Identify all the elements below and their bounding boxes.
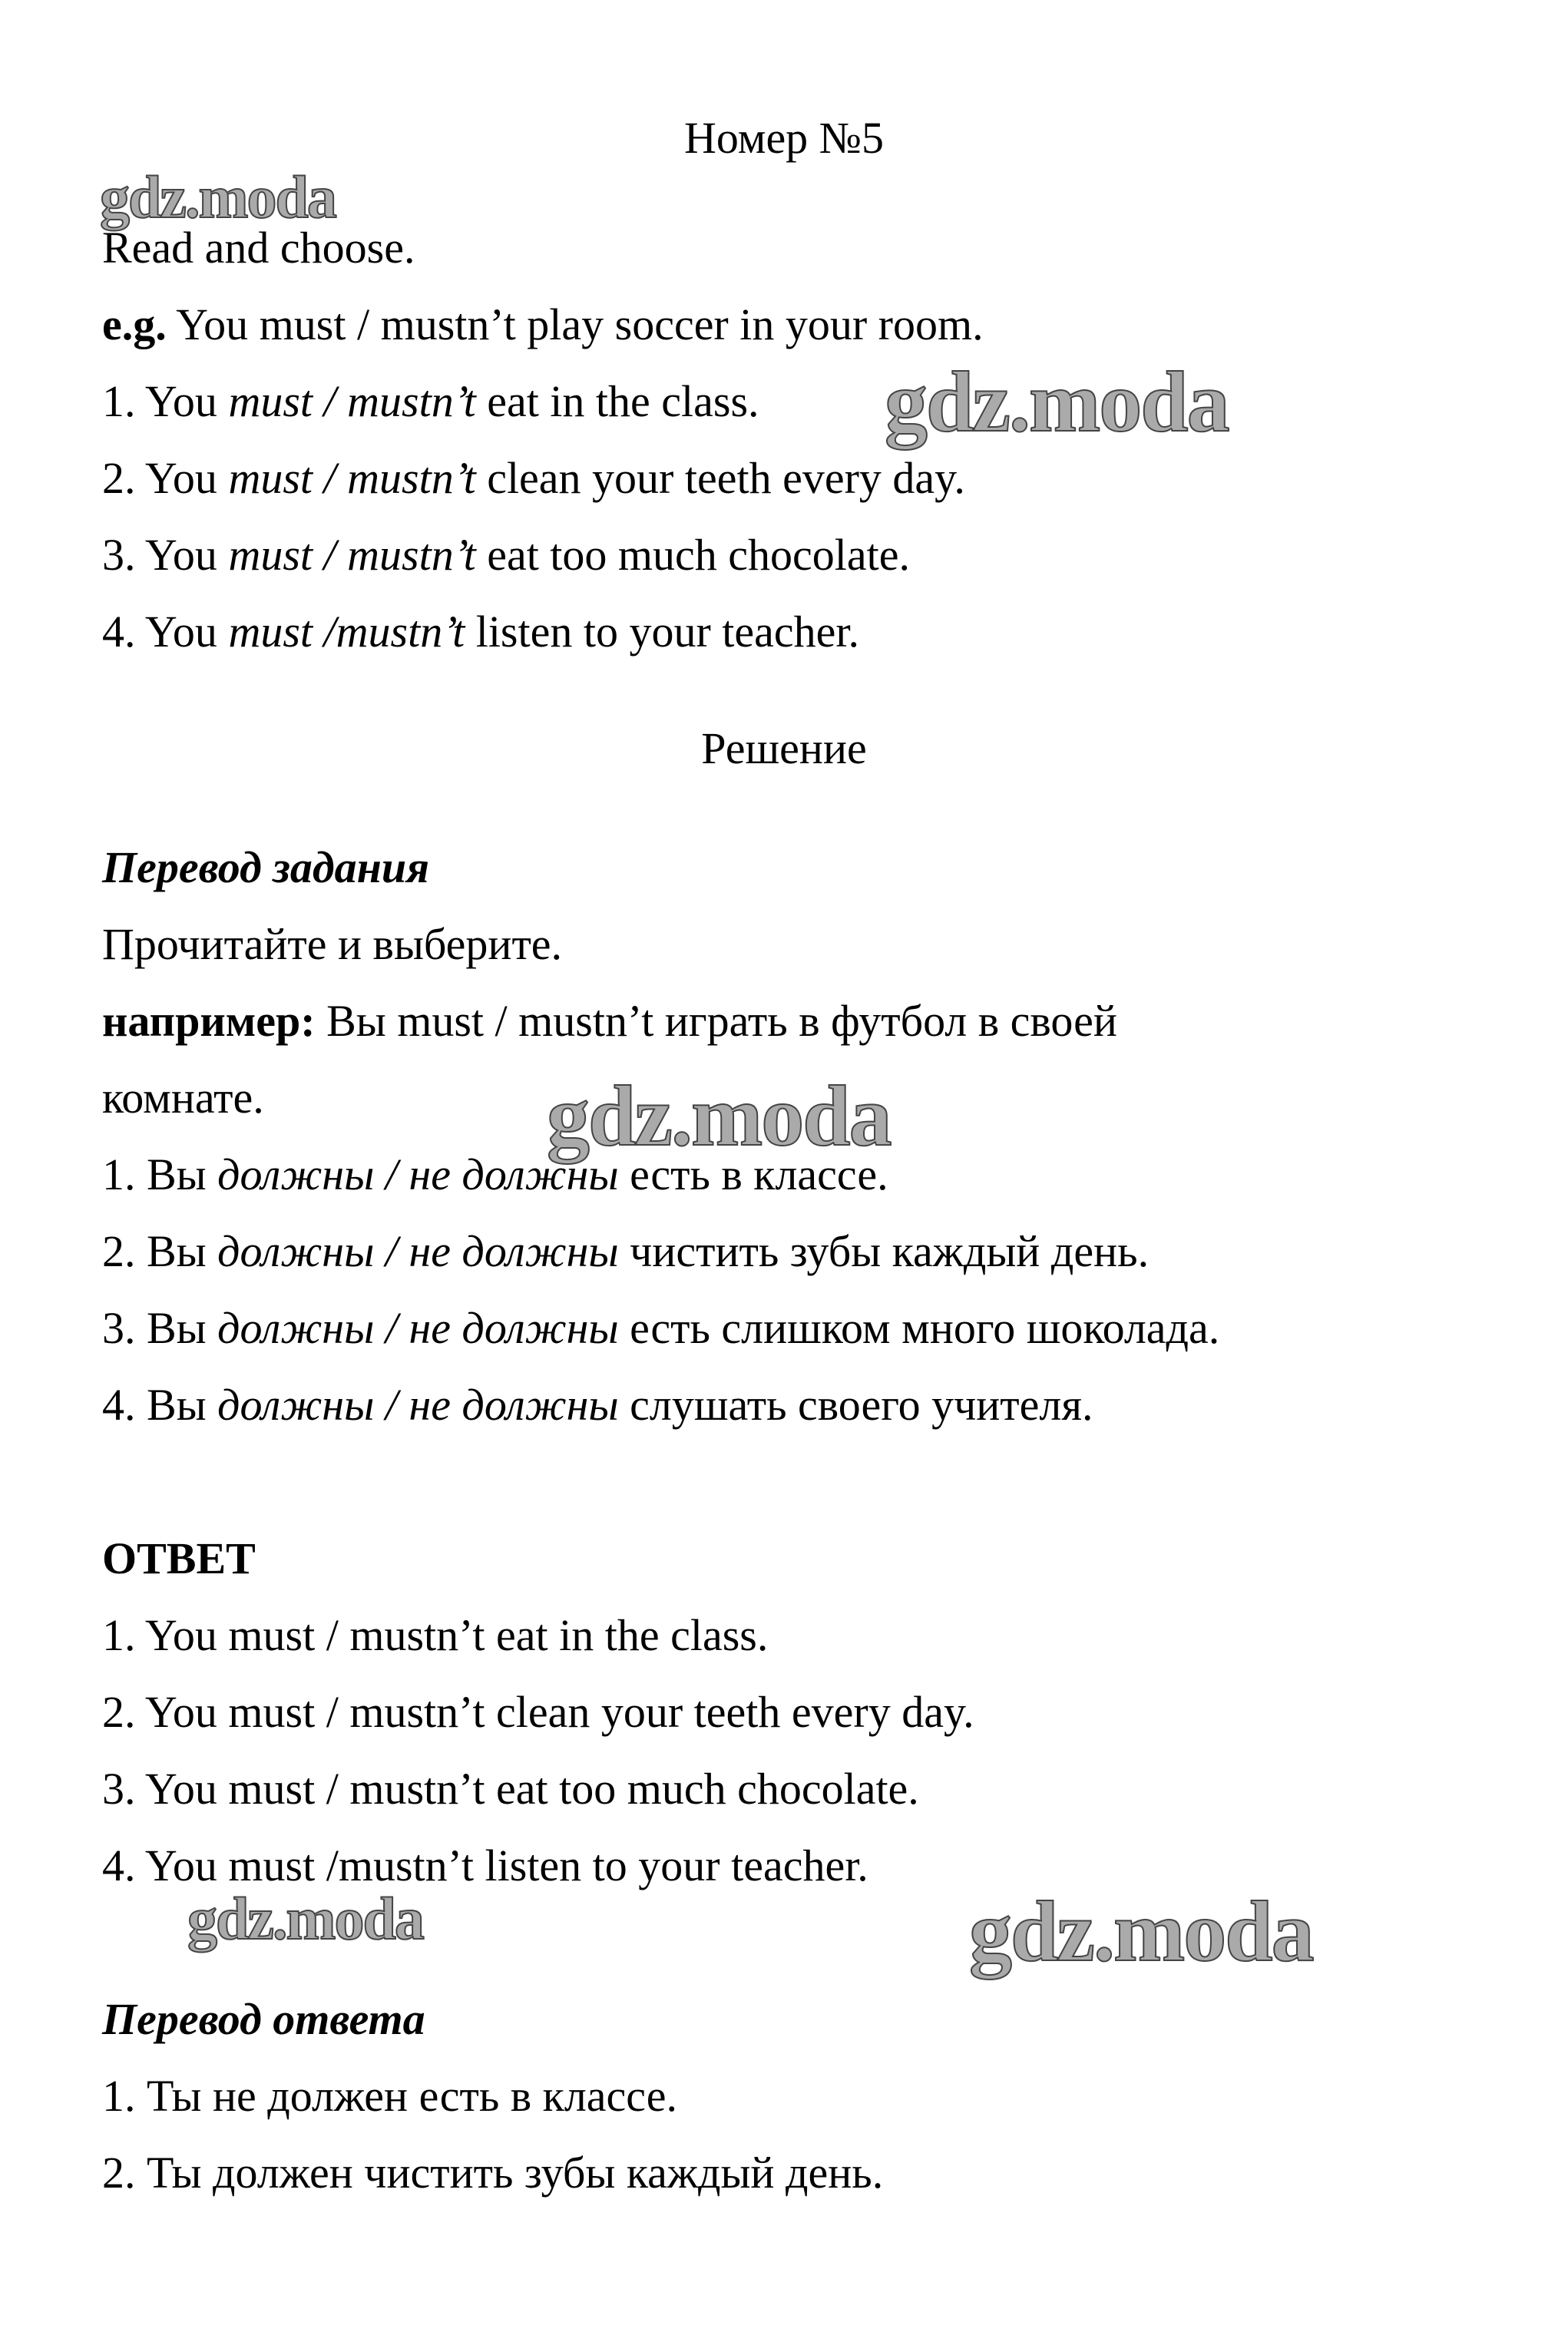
item-text: eat too much chocolate. [475, 530, 910, 580]
answer-item: 4. You must /mustn’t listen to your teacher. [102, 1841, 868, 1890]
item-text: listen to your teacher. [465, 607, 859, 657]
translation-example [102, 994, 1117, 1048]
translation-instruction: Прочитайте и выберите. [102, 919, 563, 969]
item-text: clean your teeth every day. [475, 453, 965, 503]
item-number: 3. Вы [102, 1303, 218, 1353]
task-item [102, 451, 965, 505]
item-choice: must / mustn’t [228, 376, 476, 426]
translation-item [102, 1301, 1219, 1355]
answer-translation-item: 1. Ты не должен есть в классе. [102, 2071, 677, 2121]
item-number: 2. You [102, 453, 229, 503]
item-number: 4. Вы [102, 1380, 218, 1430]
item-text: слушать своего учителя. [618, 1380, 1093, 1430]
answer-item: 1. You must / mustn’t eat in the class. [102, 1610, 769, 1660]
example-label: e.g. [102, 299, 167, 349]
item-choice: должны / не должны [217, 1380, 619, 1430]
item-text: есть в классе. [618, 1149, 888, 1199]
example-text: You must / mustn’t play soccer in your room. [166, 299, 984, 349]
item-choice: должны / не должны [217, 1303, 619, 1353]
watermark: gdz.moda [187, 1885, 423, 1952]
answer-translation-heading: Перевод ответа [102, 1994, 425, 2044]
solution-heading: Решение [701, 723, 867, 773]
answer-item: 3. You must / mustn’t eat too much chocolate. [102, 1764, 919, 1814]
item-choice: must / mustn’t [228, 530, 476, 580]
task-item [102, 528, 910, 582]
example-text: Вы must / mustn’t играть в футбол в своей [315, 996, 1117, 1046]
item-choice: должны / не должны [217, 1149, 619, 1199]
item-number: 1. You [102, 376, 229, 426]
watermark: gdz.moda [969, 1884, 1313, 1980]
item-text: есть слишком много шоколада. [618, 1303, 1220, 1353]
item-text: eat in the class. [475, 376, 759, 426]
task-instruction: Read and choose. [102, 223, 415, 273]
translation-heading: Перевод задания [102, 842, 429, 892]
watermark: gdz.moda [885, 355, 1229, 450]
item-text: чистить зубы каждый день. [618, 1226, 1150, 1276]
item-number: 1. Вы [102, 1149, 218, 1199]
example-label: например: [102, 996, 316, 1046]
translation-item [102, 1225, 1149, 1278]
watermark: gdz.moda [100, 164, 336, 230]
answer-translation-item: 2. Ты должен чистить зубы каждый день. [102, 2148, 884, 2198]
item-number: 2. Вы [102, 1226, 218, 1276]
task-item [102, 375, 759, 428]
item-choice: must / mustn’t [228, 453, 476, 503]
item-number: 3. You [102, 530, 229, 580]
item-choice: должны / не должны [217, 1226, 619, 1276]
answer-heading: ОТВЕТ [102, 1533, 256, 1583]
task-example [102, 298, 984, 352]
task-item [102, 605, 859, 659]
page-title: Номер №5 [683, 113, 885, 163]
item-number: 4. You [102, 607, 229, 657]
translation-example-cont: комнате. [102, 1073, 264, 1123]
item-choice: must /mustn’t [228, 607, 465, 657]
answer-item: 2. You must / mustn’t clean your teeth every day. [102, 1687, 974, 1737]
watermark: gdz.moda [547, 1069, 891, 1164]
translation-item [102, 1378, 1093, 1432]
